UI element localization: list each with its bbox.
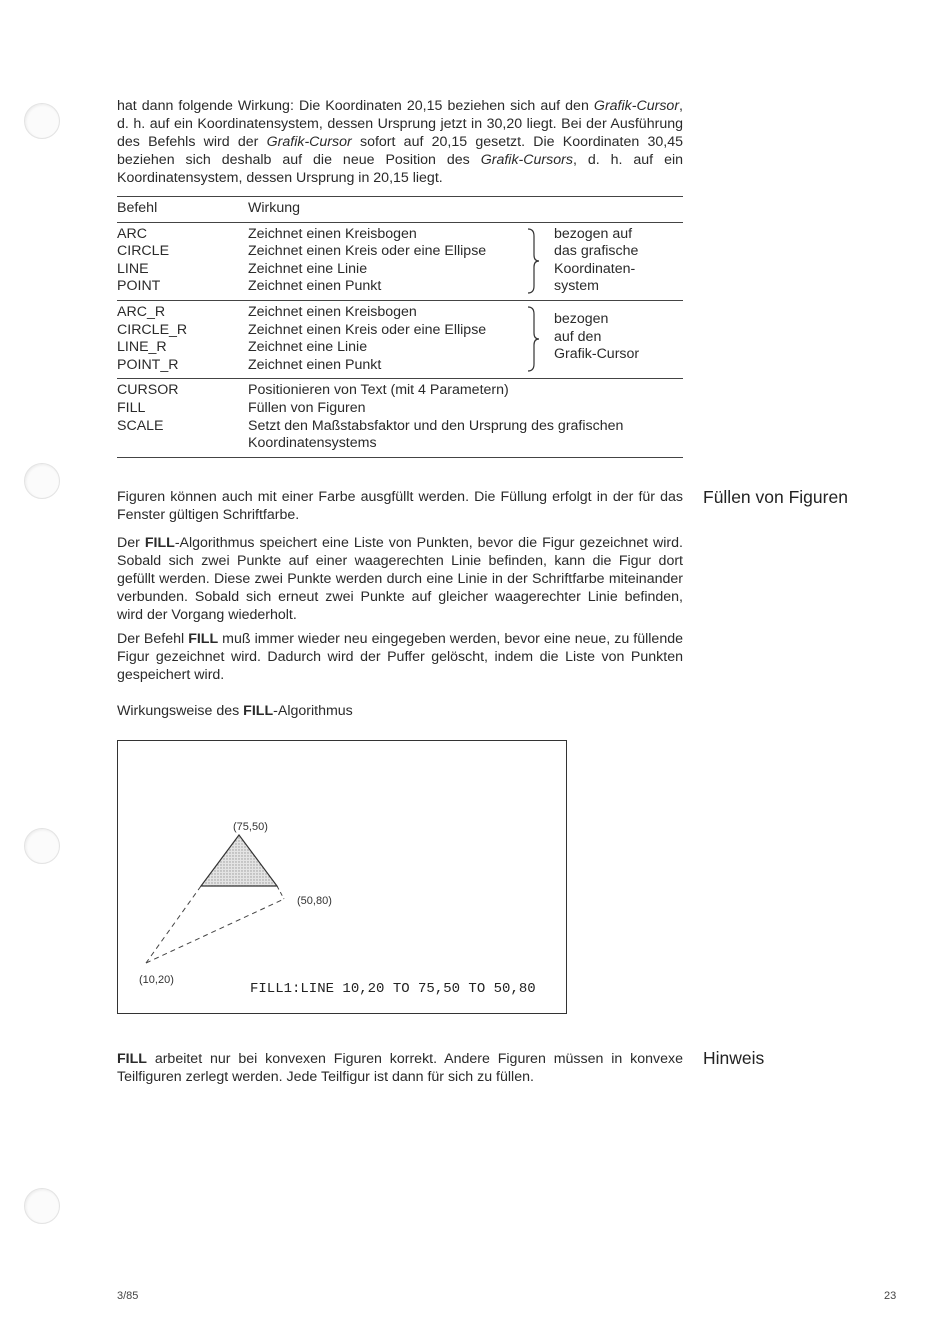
command-name: ARC_R — [117, 303, 166, 320]
header-befehl: Befehl — [117, 197, 248, 223]
command-description: Zeichnet einen Kreis oder eine Ellipse — [248, 321, 487, 338]
command-name: CIRCLE — [117, 243, 170, 260]
section-heading-hint: Hinweis — [703, 1048, 765, 1068]
command-name: POINT — [117, 278, 161, 295]
command-description: Zeichnet einen Punkt — [248, 356, 382, 373]
punch-hole — [24, 1188, 60, 1224]
filled-triangle — [201, 835, 277, 886]
command-description: Zeichnet eine Linie — [248, 339, 368, 356]
fill-paragraph-2: Der FILL-Algorithmus speichert eine Liste von Punkten, bevor die Figur gezeichnet wird. Sobald sich zwei Punkte auf einer waagerechten Linie befinden, kann die Figur dort gefüllt werden. Diese zwei Punkte werden durch eine Linie in der Schriftfarbe miteinander verbunden. Sobald sich erneut zwei Punkte auf gleicher waagerechter Linie befinden, wird der Vorgang wiederholt. — [117, 535, 683, 623]
command-name: POINT_R — [117, 356, 179, 373]
header-wirkung: Wirkung — [248, 197, 683, 223]
scope-note-line: Grafik-Cursor — [554, 346, 640, 363]
point-label-top: (75,50) — [233, 821, 268, 833]
table-header-row — [117, 197, 683, 223]
scope-note-line: Koordinaten- — [554, 260, 636, 277]
hint-paragraph: FILL arbeitet nur bei konvexen Figuren korrekt. Andere Figuren müssen in konvexe Teilfiguren zerlegt werden. Jede Teilfigur ist dann für sich zu füllen. — [117, 1051, 683, 1085]
command-name: SCALE — [117, 417, 164, 434]
command-name: FILL — [117, 399, 146, 416]
right-brace-icon — [526, 304, 542, 374]
section-heading-fill: Füllen von Figuren — [703, 487, 848, 507]
command-description: Setzt den Maßstabsfaktor und den Ursprung des grafischen Koordinatensystems — [248, 417, 624, 452]
command-description: Füllen von Figuren — [248, 399, 366, 416]
point-label-left: (10,20) — [139, 974, 174, 986]
scope-note-line: auf den — [554, 328, 602, 345]
command-table — [117, 196, 683, 458]
fill-algorithm-figure — [117, 740, 567, 1014]
figure-caption: Wirkungsweise des FILL-Algorithmus — [117, 703, 353, 719]
fill-paragraph-3: Der Befehl FILL muß immer wieder neu eingegeben werden, bevor eine neue, zu füllende Figur gezeichnet wird. Dadurch wird der Puffer gelöscht, indem die Liste von Punkten gespeichert wird. — [117, 631, 683, 683]
dashed-edge-left — [146, 886, 201, 963]
right-brace-icon — [526, 226, 542, 296]
footer-date: 3/85 — [117, 1290, 139, 1302]
fill-paragraph-1: Figuren können auch mit einer Farbe ausgfüllt werden. Die Füllung erfolgt in der für das Fenster gültigen Schriftfarbe. — [117, 489, 683, 523]
punch-hole — [24, 103, 60, 139]
command-description: Zeichnet einen Kreisbogen — [248, 303, 417, 320]
fill-command-text: FILL1:LINE 10,20 TO 75,50 TO 50,80 — [250, 981, 536, 997]
intro-paragraph: hat dann folgende Wirkung: Die Koordinaten 20,15 beziehen sich auf den Grafik-Cursor, d. h. auf ein Koordinatensystem, dessen Ursprung jetzt in 30,20 liegt. Bei der Ausführung des Befehls wird der Grafik-Cursor sofort auf 20,15 gesetzt. Die Koordinaten 30,45 beziehen sich deshalb auf die neue Position des Grafik-Cursors, d. h. auf ein Koordinatensystem, dessen Ursprung in 20,15 liegt. — [117, 98, 684, 186]
command-description: Positionieren von Text (mit 4 Parametern) — [248, 382, 509, 399]
dashed-edge-bottom — [146, 899, 284, 963]
table-group-absolute — [117, 222, 683, 300]
scope-note-line: das grafische — [554, 243, 639, 260]
page-number: 23 — [884, 1290, 897, 1302]
fill-diagram — [118, 741, 568, 1015]
command-name: CURSOR — [117, 382, 179, 399]
command-description: Zeichnet eine Linie — [248, 260, 368, 277]
punch-hole — [24, 828, 60, 864]
command-name: LINE — [117, 260, 149, 277]
scope-note-line: bezogen auf — [554, 225, 633, 242]
dashed-edge-right — [277, 886, 284, 899]
command-name: ARC — [117, 225, 147, 242]
table-group-other — [117, 379, 683, 457]
punch-hole — [24, 463, 60, 499]
table-group-relative — [117, 300, 683, 378]
command-name: CIRCLE_R — [117, 321, 188, 338]
scope-note-line: system — [554, 278, 599, 295]
command-description: Zeichnet einen Punkt — [248, 278, 382, 295]
command-description: Zeichnet einen Kreisbogen — [248, 225, 417, 242]
scope-note-line: bezogen — [554, 310, 609, 327]
command-description: Zeichnet einen Kreis oder eine Ellipse — [248, 243, 487, 260]
point-label-right: (50,80) — [297, 895, 332, 907]
command-name: LINE_R — [117, 339, 167, 356]
